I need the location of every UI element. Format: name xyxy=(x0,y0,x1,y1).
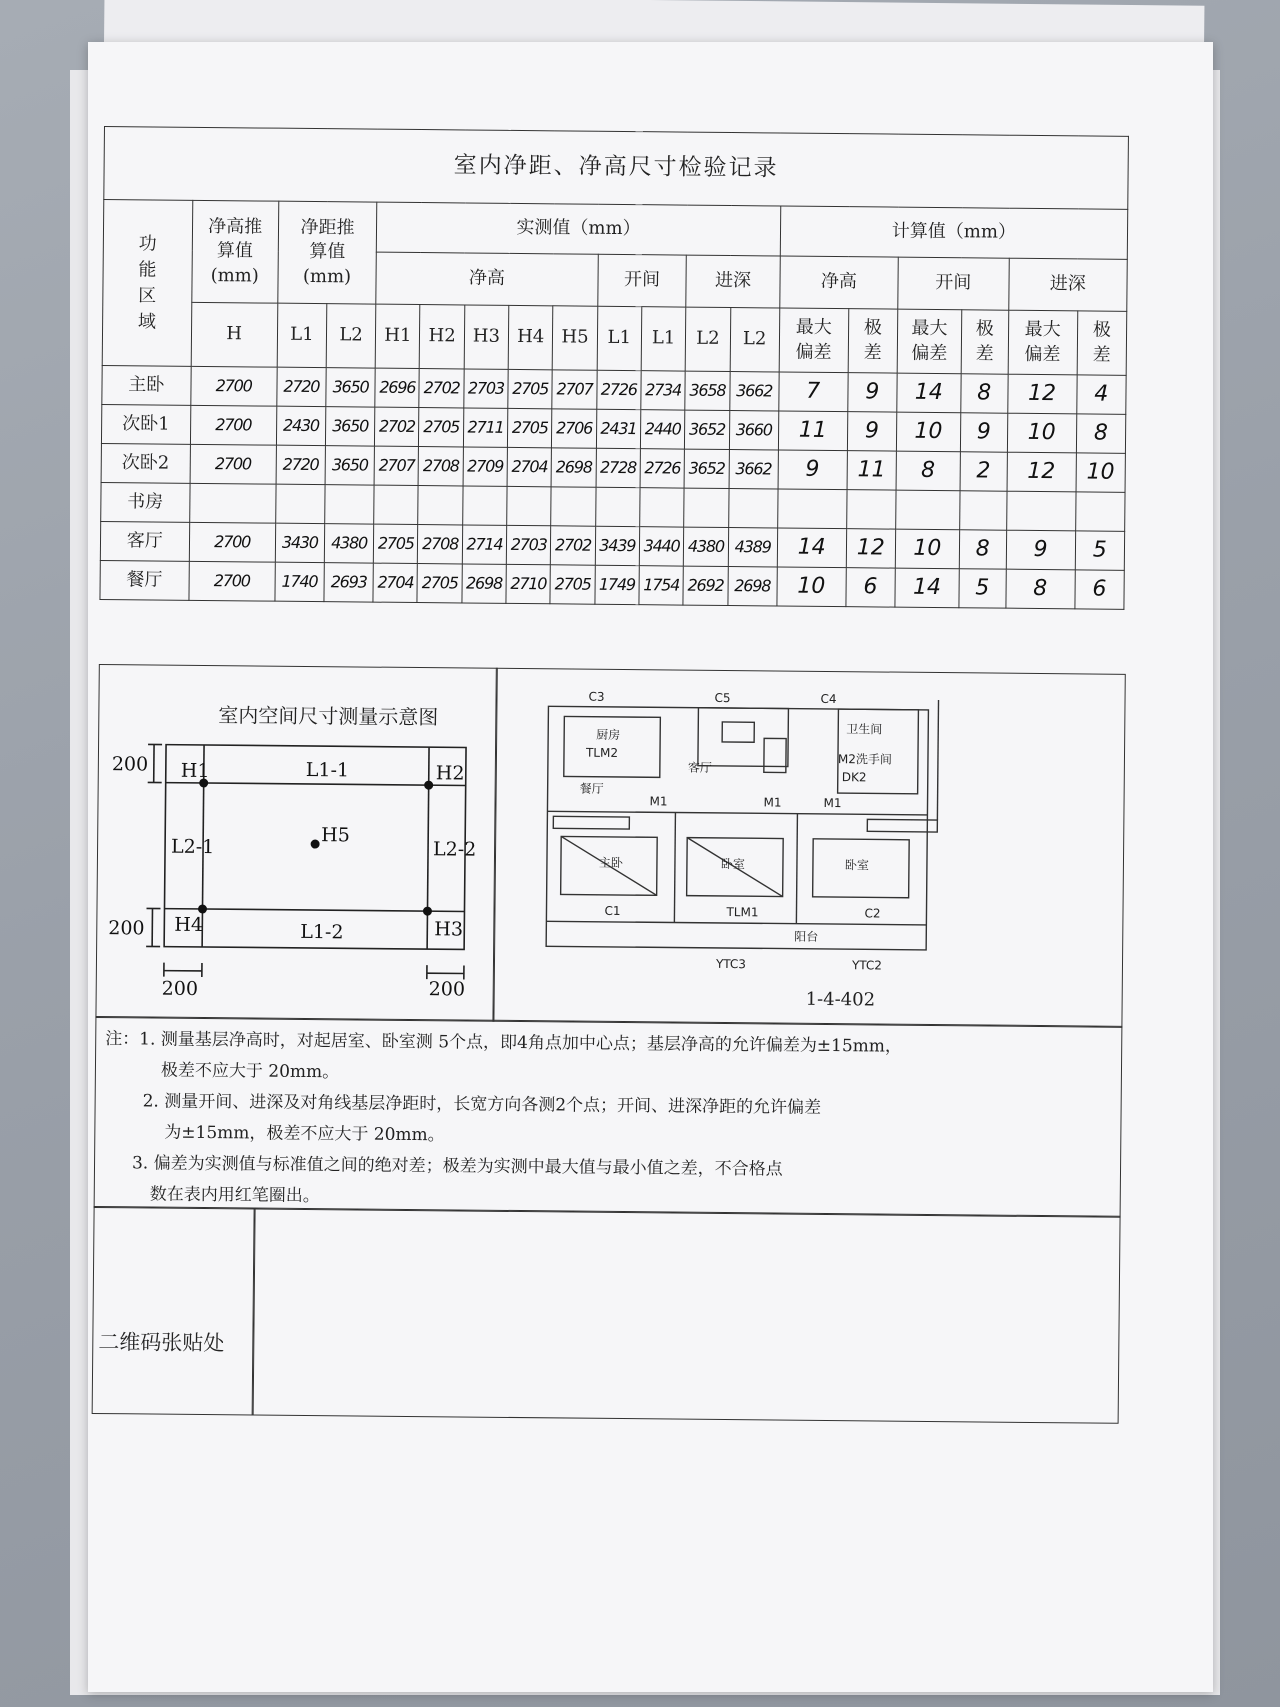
floor-plan xyxy=(536,686,979,990)
value-cell xyxy=(419,447,464,486)
handwritten-value: 9 xyxy=(865,379,880,405)
handwritten-value: 4380 xyxy=(331,533,368,553)
value-cell xyxy=(959,530,1006,569)
handwritten-value: 2 xyxy=(976,458,991,484)
value-cell xyxy=(463,447,508,486)
value-cell xyxy=(896,451,960,491)
value-cell xyxy=(685,371,730,410)
value-cell xyxy=(462,486,507,525)
point-label: H5 xyxy=(321,824,350,847)
col-header: L1 xyxy=(641,307,686,371)
plan-label: 主卧 xyxy=(598,855,624,871)
handwritten-value: 2726 xyxy=(644,458,681,478)
measured-depth: 进深 xyxy=(686,255,780,308)
value-cell xyxy=(685,410,730,449)
value-cell xyxy=(189,483,276,523)
handwritten-value: 10 xyxy=(1027,420,1056,446)
value-cell xyxy=(847,451,897,490)
value-cell xyxy=(189,522,276,562)
note-line: 3. 偏差为实测值与标准值之间的绝对差；极差为实测中最大值与最小值之差，不合格点 xyxy=(131,1153,783,1180)
handwritten-value: 10 xyxy=(797,573,826,600)
computed-bay: 开间 xyxy=(898,257,1009,310)
plan-label: M1 xyxy=(763,795,782,810)
plan-label: YTC2 xyxy=(851,958,883,973)
handwritten-value: 6 xyxy=(863,574,878,600)
value-cell xyxy=(1006,491,1075,531)
handwritten-value: 8 xyxy=(975,536,990,562)
handwritten-value: 2711 xyxy=(467,417,504,437)
value-cell xyxy=(374,485,419,524)
handwritten-value: 2702 xyxy=(423,377,460,398)
value-cell xyxy=(189,561,276,601)
handwritten-value: 14 xyxy=(912,574,942,601)
handwritten-value: 2705 xyxy=(421,572,458,593)
qr-paste-area xyxy=(252,1207,1121,1423)
value-cell xyxy=(846,529,896,568)
handwritten-value: 9 xyxy=(805,456,820,483)
plan-label: TLM1 xyxy=(726,905,759,920)
value-cell xyxy=(595,565,640,604)
value-cell xyxy=(463,408,508,447)
measured-bay: 开间 xyxy=(597,254,686,307)
plan-label: TLM2 xyxy=(585,745,619,760)
handwritten-value: 2728 xyxy=(600,457,637,477)
value-cell xyxy=(846,490,896,529)
col-header: H5 xyxy=(553,306,598,370)
value-cell xyxy=(375,407,420,446)
handwritten-value: 2698 xyxy=(466,573,503,593)
value-cell xyxy=(896,412,960,452)
handwritten-value: 2440 xyxy=(644,419,681,439)
unit-code: 1-4-402 xyxy=(805,988,876,1011)
value-cell xyxy=(960,491,1007,530)
value-cell xyxy=(684,527,729,566)
handwritten-value: 2698 xyxy=(734,575,771,596)
inspection-table xyxy=(99,126,1129,610)
handwritten-value: 14 xyxy=(797,534,826,561)
col-header: L1 xyxy=(277,303,327,367)
handwritten-value: 10 xyxy=(913,535,942,562)
value-cell xyxy=(960,452,1007,491)
col-header: L2 xyxy=(730,308,780,372)
value-cell xyxy=(325,446,375,485)
value-cell xyxy=(373,563,418,602)
value-cell xyxy=(847,412,897,451)
qr-label-panel xyxy=(92,1206,256,1416)
value-cell xyxy=(961,374,1008,413)
handwritten-value: 11 xyxy=(857,457,886,483)
value-cell xyxy=(506,564,551,603)
area-cell: 次卧2 xyxy=(101,443,190,483)
handwritten-value: 2726 xyxy=(600,379,637,399)
value-cell xyxy=(729,411,779,450)
handwritten-value: 3652 xyxy=(688,458,725,478)
value-cell xyxy=(778,450,847,490)
handwritten-value: 2705 xyxy=(423,416,460,437)
col-header: 极 差 xyxy=(961,310,1008,374)
value-cell xyxy=(639,527,684,566)
plan-label: 阳台 xyxy=(794,929,819,944)
dimension-value: 200 xyxy=(111,753,149,776)
plan-label: C1 xyxy=(604,903,621,918)
handwritten-value: 2692 xyxy=(687,575,724,595)
handwritten-value: 5 xyxy=(1092,537,1107,563)
value-cell xyxy=(419,369,464,408)
value-cell xyxy=(596,448,641,487)
qr-label: 二维码张贴处 xyxy=(98,1330,225,1356)
value-cell xyxy=(895,568,959,608)
handwritten-value: 2705 xyxy=(511,417,548,438)
handwritten-value: 9 xyxy=(976,419,991,445)
measured-net-height: 净高 xyxy=(376,252,598,306)
handwritten-value: 2709 xyxy=(467,456,504,476)
col-header: 最大 偏差 xyxy=(897,309,962,374)
value-cell xyxy=(276,445,326,484)
handwritten-value: 2700 xyxy=(215,414,252,435)
computed-depth: 进深 xyxy=(1008,258,1127,311)
area-header: 功能区域 xyxy=(102,200,192,367)
col-header: H1 xyxy=(375,304,420,368)
point-label: H1 xyxy=(180,759,210,783)
handwritten-value: 1749 xyxy=(598,574,635,594)
value-cell xyxy=(683,566,728,605)
handwritten-value: 2714 xyxy=(466,534,503,554)
value-cell xyxy=(418,486,463,525)
handwritten-value: 2720 xyxy=(283,376,320,396)
value-cell xyxy=(275,523,325,562)
value-cell xyxy=(419,408,464,447)
value-cell xyxy=(1076,375,1126,414)
handwritten-value: 8 xyxy=(1093,420,1108,446)
value-cell xyxy=(462,564,507,603)
value-cell xyxy=(506,525,551,564)
handwritten-value: 2703 xyxy=(510,534,547,555)
value-cell xyxy=(640,449,685,488)
value-cell xyxy=(1007,452,1076,492)
value-cell xyxy=(729,450,779,489)
value-cell xyxy=(847,373,897,412)
handwritten-value: 11 xyxy=(798,417,827,444)
handwritten-value: 2704 xyxy=(511,456,548,477)
value-cell xyxy=(959,569,1006,608)
handwritten-value: 10 xyxy=(914,418,943,445)
handwritten-value: 9 xyxy=(864,418,880,444)
value-cell xyxy=(640,488,685,527)
value-cell xyxy=(1076,453,1126,492)
value-cell xyxy=(326,368,376,407)
handwritten-value: 2700 xyxy=(214,453,251,474)
plan-label: C4 xyxy=(820,691,837,707)
plan-label: C2 xyxy=(864,906,881,921)
handwritten-value: 2702 xyxy=(554,535,592,555)
handwritten-value: 2708 xyxy=(422,533,459,554)
computed-header: 计算值（mm） xyxy=(780,206,1128,259)
area-cell: 次卧1 xyxy=(101,404,190,444)
handwritten-value: 3650 xyxy=(332,377,369,397)
col-header: 极 差 xyxy=(848,309,898,373)
handwritten-value: 2705 xyxy=(377,533,414,553)
value-cell xyxy=(728,528,778,567)
handwritten-value: 2700 xyxy=(214,531,251,552)
point-label: H3 xyxy=(434,918,464,941)
plan-label: C3 xyxy=(588,689,605,704)
value-cell xyxy=(507,447,552,486)
value-cell xyxy=(275,562,325,601)
value-cell xyxy=(595,526,640,565)
value-cell xyxy=(417,564,462,603)
handwritten-value: 2720 xyxy=(282,454,319,474)
handwritten-value: 12 xyxy=(1027,381,1057,407)
plan-label: YTC3 xyxy=(715,956,747,972)
handwritten-value: 3662 xyxy=(735,458,772,479)
handwritten-value: 3439 xyxy=(599,535,636,555)
handwritten-value: 2706 xyxy=(556,418,593,438)
value-cell xyxy=(639,566,684,605)
plan-label: 餐厅 xyxy=(579,781,604,796)
value-cell xyxy=(551,448,596,487)
handwritten-value: 3660 xyxy=(735,419,772,440)
value-cell xyxy=(507,486,552,525)
handwritten-value: 2693 xyxy=(330,572,367,592)
value-cell xyxy=(551,487,596,526)
handwritten-value: 10 xyxy=(1086,459,1115,485)
value-cell xyxy=(325,407,375,446)
plan-label: M1 xyxy=(823,795,842,811)
value-cell xyxy=(1006,530,1075,570)
value-cell xyxy=(464,369,509,408)
value-cell xyxy=(375,368,420,407)
value-cell xyxy=(508,369,553,408)
handwritten-value: 2700 xyxy=(213,570,250,591)
handwritten-value: 8 xyxy=(1033,576,1048,602)
value-cell xyxy=(324,524,374,563)
value-cell xyxy=(595,487,640,526)
value-cell xyxy=(895,529,959,569)
dimension-value: 200 xyxy=(161,977,199,1000)
value-cell xyxy=(374,446,419,485)
handwritten-value: 14 xyxy=(914,379,943,406)
value-cell xyxy=(684,488,729,527)
note-line: 注：1. 测量基层净高时，对起居室、卧室测 5个点，即4角点加中心点；基层净高的允许偏差为±15mm， xyxy=(105,1029,903,1057)
handwritten-value: 3440 xyxy=(643,536,680,556)
dist-calc-header: 净距推 算值 (mm) xyxy=(278,201,377,304)
col-header: L2 xyxy=(326,304,376,368)
note-line: 为±15mm，极差不应大于 20mm。 xyxy=(164,1122,445,1146)
value-cell xyxy=(324,563,374,602)
value-cell xyxy=(596,409,641,448)
note-line: 极差不应大于 20mm。 xyxy=(160,1060,340,1083)
value-cell xyxy=(727,567,777,606)
value-cell xyxy=(596,370,641,409)
plan-label: M2洗手间 xyxy=(837,752,893,767)
handwritten-value: 2705 xyxy=(512,378,549,399)
dimension-value: 200 xyxy=(428,978,466,1001)
handwritten-value: 5 xyxy=(975,575,990,601)
col-header: L2 xyxy=(685,307,730,371)
value-cell xyxy=(960,413,1007,452)
value-cell xyxy=(1076,414,1126,453)
value-cell xyxy=(1007,413,1076,453)
handwritten-value: 12 xyxy=(1027,459,1056,485)
handwritten-value: 3650 xyxy=(332,416,369,436)
value-cell xyxy=(418,525,463,564)
value-cell xyxy=(550,565,595,604)
dimension-label: L1-1 xyxy=(305,758,350,782)
value-cell xyxy=(779,372,848,412)
value-cell xyxy=(325,485,375,524)
value-cell xyxy=(728,489,778,528)
plan-label: DK2 xyxy=(841,770,867,785)
handwritten-value: 12 xyxy=(856,535,885,561)
value-cell xyxy=(462,525,507,564)
point-label: H4 xyxy=(174,913,204,936)
schematic-title: 室内空间尺寸测量示意图 xyxy=(218,703,439,730)
handwritten-value: 2710 xyxy=(510,573,547,594)
handwritten-value: 9 xyxy=(1033,537,1048,563)
handwritten-value: 2702 xyxy=(378,416,416,436)
handwritten-value: 1740 xyxy=(281,571,318,591)
point-label: H2 xyxy=(435,762,465,785)
value-cell xyxy=(778,411,847,451)
value-cell xyxy=(276,406,326,445)
form-title: 室内净距、净高尺寸检验记录 xyxy=(104,127,1129,210)
col-header: H xyxy=(191,302,278,367)
handwritten-value: 8 xyxy=(921,458,936,484)
handwritten-value: 2703 xyxy=(467,378,504,398)
value-cell xyxy=(190,444,277,484)
computed-net-height: 净高 xyxy=(780,256,899,309)
col-header: H4 xyxy=(508,305,553,369)
handwritten-value: 8 xyxy=(977,380,992,406)
plan-label: 卧室 xyxy=(720,856,746,872)
value-cell xyxy=(684,449,729,488)
handwritten-value: 3652 xyxy=(688,419,726,439)
value-cell xyxy=(1007,374,1076,414)
note-line: 2. 测量开间、进深及对角线基层净距时，长宽方向各测2个点；开间、进深净距的允许偏差 xyxy=(142,1091,822,1118)
measurement-schematic xyxy=(108,724,487,1001)
handwritten-value: 4 xyxy=(1094,381,1109,407)
plan-label: 客厅 xyxy=(687,760,712,775)
value-cell xyxy=(729,372,779,411)
handwritten-value: 2696 xyxy=(379,377,416,397)
col-header: H2 xyxy=(420,305,465,369)
dimension-label: L2-1 xyxy=(170,835,215,859)
plan-label: 卧室 xyxy=(844,858,870,873)
plan-label: 厨房 xyxy=(596,727,621,742)
dimension-value: 200 xyxy=(108,917,145,940)
dimension-label: L2-2 xyxy=(432,838,477,861)
value-cell xyxy=(552,409,597,448)
handwritten-value: 2704 xyxy=(377,572,414,592)
area-cell: 主卧 xyxy=(102,365,191,405)
area-cell: 书房 xyxy=(101,482,190,522)
value-cell xyxy=(190,366,277,406)
value-cell xyxy=(846,568,896,607)
plan-label: M1 xyxy=(649,794,668,809)
value-cell xyxy=(1075,531,1125,570)
height-calc-header: 净高推 算值 (mm) xyxy=(191,200,278,303)
col-header: 最大 偏差 xyxy=(779,308,849,373)
value-cell xyxy=(552,370,597,409)
col-header: H3 xyxy=(464,305,509,369)
measured-header: 实测值（mm） xyxy=(376,202,780,256)
value-cell xyxy=(374,524,419,563)
col-header: L1 xyxy=(597,306,642,370)
value-cell xyxy=(1006,569,1075,609)
handwritten-value: 4380 xyxy=(687,536,724,556)
handwritten-value: 2707 xyxy=(556,379,593,399)
handwritten-value: 1754 xyxy=(643,575,680,595)
notes-text xyxy=(104,1024,903,1218)
value-cell xyxy=(896,490,960,530)
handwritten-value: 6 xyxy=(1092,576,1107,602)
area-cell: 客厅 xyxy=(100,521,189,561)
handwritten-value: 2700 xyxy=(215,375,252,396)
handwritten-value: 2431 xyxy=(600,418,637,438)
value-cell xyxy=(777,528,846,568)
handwritten-value: 2698 xyxy=(555,457,592,477)
col-header: 最大 偏差 xyxy=(1008,310,1078,375)
value-cell xyxy=(1074,570,1124,609)
handwritten-value: 2734 xyxy=(645,380,682,400)
dimension-label: L1-2 xyxy=(300,920,344,944)
note-line: 数在表内用红笔圈出。 xyxy=(149,1184,320,1207)
value-cell xyxy=(275,484,325,523)
handwritten-value: 2708 xyxy=(422,455,459,476)
value-cell xyxy=(1075,492,1125,531)
handwritten-value: 3650 xyxy=(331,455,368,475)
handwritten-value: 3662 xyxy=(736,380,773,401)
handwritten-value: 7 xyxy=(806,378,821,405)
handwritten-value: 4389 xyxy=(734,536,771,557)
inspection-form xyxy=(91,126,1129,1501)
handwritten-value: 2705 xyxy=(554,574,591,594)
value-cell xyxy=(640,410,685,449)
plan-label: C5 xyxy=(714,690,731,706)
value-cell xyxy=(277,367,327,406)
handwritten-value: 2430 xyxy=(282,415,320,435)
col-header: 极 差 xyxy=(1077,311,1127,375)
lower-section xyxy=(91,664,1124,1501)
value-cell xyxy=(508,408,553,447)
value-cell xyxy=(641,371,686,410)
value-cell xyxy=(777,489,846,529)
handwritten-value: 3658 xyxy=(689,380,726,400)
plan-label: 卫生间 xyxy=(846,722,883,737)
value-cell xyxy=(897,373,961,413)
handwritten-value: 3430 xyxy=(281,532,318,552)
handwritten-value: 2707 xyxy=(378,455,415,475)
value-cell xyxy=(551,526,596,565)
value-cell xyxy=(190,405,277,445)
area-cell: 餐厅 xyxy=(100,560,189,600)
value-cell xyxy=(777,567,846,607)
